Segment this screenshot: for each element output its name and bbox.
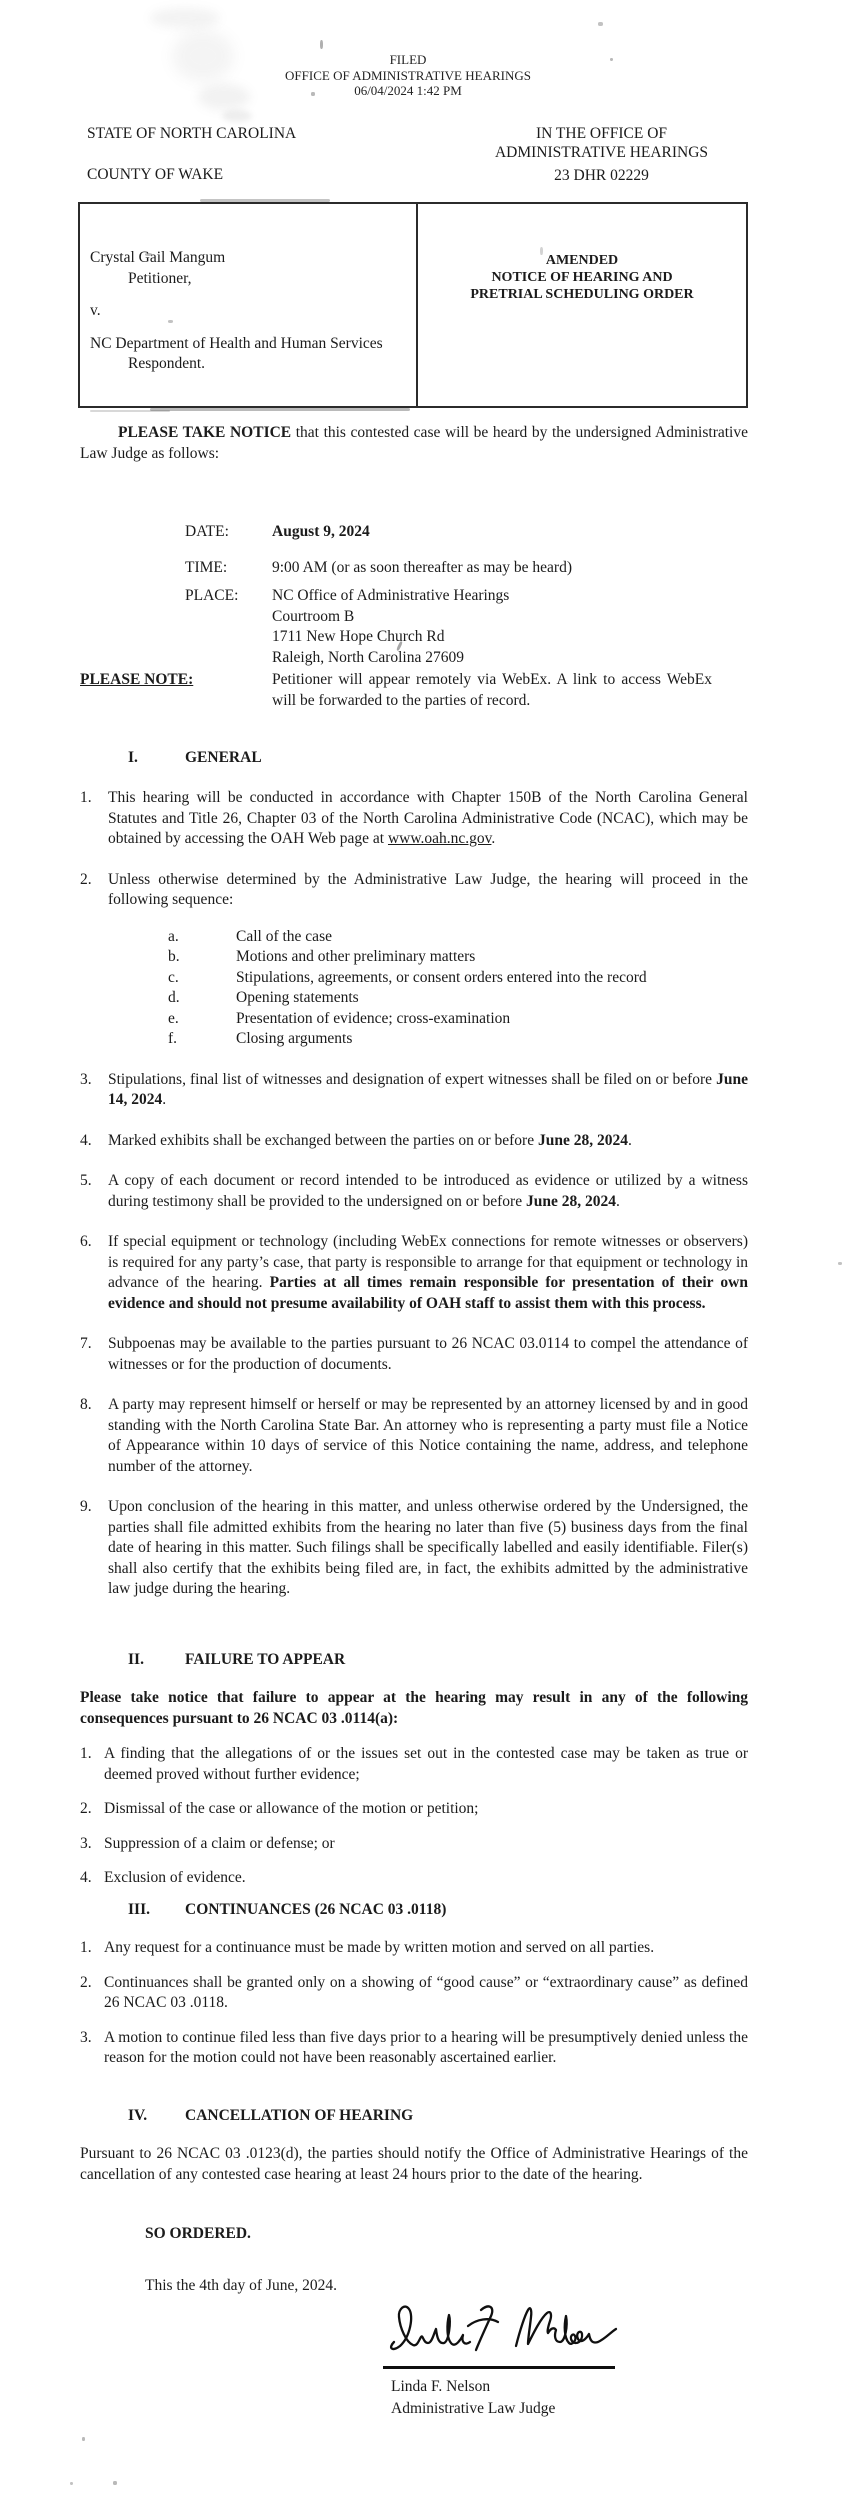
deadline-date: June 28, 2024 <box>525 1192 616 1210</box>
deadline-date: June 14, 2024 <box>108 1070 748 1108</box>
list-item <box>80 1834 748 1855</box>
sublist-item <box>168 968 748 989</box>
scan-smudge <box>172 30 234 82</box>
sublist-item <box>168 947 748 968</box>
sublist-text: Stipulations, agreements, or consent orders entered into the record <box>236 968 647 986</box>
item-text: Subpoenas may be available to the parties pursuant to 26 NCAC 03.0114 to compel the attendance of witnesses or for the production of documents. <box>108 1335 748 1373</box>
item-text <box>108 1131 748 1152</box>
petitioner-role: Petitioner, <box>128 269 192 287</box>
general-list <box>80 788 748 1620</box>
sublist-letter: d. <box>168 989 180 1006</box>
caption-parties <box>80 204 418 406</box>
sublist-text: Closing arguments <box>236 1030 353 1047</box>
item-number: 2. <box>80 870 92 888</box>
item-text-pre: Stipulations, final list of witnesses and designation of expert witnesses shall be filed on or before <box>108 1070 717 1088</box>
office-line2: ADMINISTRATIVE HEARINGS <box>494 144 709 161</box>
item-number: 2. <box>80 1973 92 1991</box>
item-text: Any request for a continuance must be made by written motion and served on all parties. <box>104 1939 655 1956</box>
scan-speck <box>113 2481 117 2485</box>
item-text-pre: This hearing will be conducted in accordance with Chapter 150B of the North Carolina General Statutes and Title 26, Chapter 03 of the North Carolina Administrative Code (NCAC), which may be obtained by accessing the OAH Web page at <box>108 789 748 847</box>
please-note-label: PLEASE NOTE: <box>80 671 194 688</box>
sublist-letter: a. <box>168 927 179 945</box>
list-item <box>80 1334 748 1375</box>
item-text: Upon conclusion of the hearing in this matter, and unless otherwise ordered by the Undersigned, the parties shall file admitted exhibits from the hearing no later than five (5) business days from the final date of hearing in this matter. Such filings shall be specifically labelled and easily identifiable. Filer(s) shall also certify that the exhibits being filed are, in fact, the exhibits admitted by the administrative law judge during the hearing. <box>108 1498 748 1597</box>
item-text: A finding that the allegations of or the issues set out in the contested case may be taken as true or deemed proved without further evidence; <box>104 1745 748 1783</box>
sublist-text: Opening statements <box>236 989 359 1006</box>
list-item <box>80 1744 748 1785</box>
section-numeral: I. <box>128 749 138 766</box>
item-text-pre: If special equipment or technology (including WebEx connections for remote witnesses or observers) is required for any party’s case, that party is responsible to arrange for that equipment or technology in advance of the hearing. <box>108 1233 748 1291</box>
item-number: 7. <box>80 1335 92 1352</box>
filed-stamp-line2: OFFICE OF ADMINISTRATIVE HEARINGS <box>285 67 531 83</box>
office-line1: IN THE OFFICE OF <box>535 125 668 142</box>
petitioner-name: Crystal Gail Mangum <box>90 249 226 266</box>
item-text-post: . <box>627 1131 632 1149</box>
section-title: CONTINUANCES (26 NCAC 03 .0118) <box>185 1901 447 1918</box>
list-item <box>80 1131 748 1152</box>
list-item <box>80 1395 748 1477</box>
notice-paragraph <box>80 423 748 464</box>
scan-smudge <box>222 110 252 122</box>
section-title: CANCELLATION OF HEARING <box>185 2107 414 2124</box>
respondent-name: NC Department of Health and Human Services <box>90 334 383 352</box>
signature-line <box>383 2366 615 2369</box>
sublist-item <box>168 1029 748 1050</box>
section-numeral: III. <box>128 1901 150 1918</box>
list-item <box>80 1973 748 2014</box>
place-value <box>272 586 752 668</box>
date-label: DATE: <box>185 523 229 540</box>
scan-smudge <box>150 8 220 28</box>
scan-speck <box>82 2437 85 2441</box>
document-title-line2: NOTICE OF HEARING AND <box>491 270 673 285</box>
header-right <box>455 124 748 185</box>
signature-handwriting <box>378 2300 628 2362</box>
item-text-pre: A copy of each document or record intended to be introduced as evidence or utilized by a witness during testimony shall be provided to the undersigned on or before <box>108 1172 748 1210</box>
sublist-text: Presentation of evidence; cross-examination <box>236 1009 511 1027</box>
list-item <box>80 1171 748 1212</box>
judge-title: Administrative Law Judge <box>391 2400 556 2417</box>
date-value: August 9, 2024 <box>272 523 370 540</box>
scan-speck <box>598 22 603 26</box>
list-item <box>80 788 748 850</box>
order-date-line: This the 4th day of June, 2024. <box>145 2277 338 2294</box>
sublist-item <box>168 927 748 948</box>
item-text: A party may represent himself or herself or may be represented by an attorney licensed by and in good standing with the North Carolina State Bar. An attorney who is representing a party must file a Notice of Appearance within 10 days of service of this Notice containing the name, address, and telephone number of the attorney. <box>108 1396 748 1475</box>
list-item <box>80 1070 748 1111</box>
item-number: 4. <box>80 1131 92 1149</box>
item-number: 1. <box>80 1939 92 1956</box>
time-value: 9:00 AM (or as soon thereafter as may be heard) <box>272 559 572 576</box>
item-number: 8. <box>80 1396 92 1413</box>
scan-smudge <box>198 84 250 110</box>
list-item <box>80 870 748 911</box>
item-number: 1. <box>80 1745 92 1762</box>
item-text: Exclusion of evidence. <box>104 1869 246 1886</box>
failure-intro: Please take notice that failure to appear at the hearing may result in any of the following consequences pursuant to 26 NCAC 03 .0114(a): <box>80 1689 748 1727</box>
item-number: 1. <box>80 789 92 806</box>
item-number: 4. <box>80 1869 92 1886</box>
list-item <box>80 1938 748 1959</box>
failure-list <box>80 1744 748 1903</box>
place-label: PLACE: <box>185 587 239 604</box>
sublist-letter: b. <box>168 948 180 965</box>
item-number: 2. <box>80 1800 92 1817</box>
section-numeral: II. <box>128 1651 144 1668</box>
list-item <box>80 2028 748 2069</box>
sublist-letter: e. <box>168 1009 179 1027</box>
document-title <box>418 204 746 406</box>
scan-speck <box>838 1262 842 1265</box>
schedule-place-row <box>185 586 752 668</box>
scan-speck <box>320 40 323 49</box>
item-number: 9. <box>80 1498 92 1515</box>
sublist-letter: f. <box>168 1030 178 1047</box>
scan-speck <box>70 2482 73 2485</box>
deadline-date: June 28, 2024 <box>537 1131 628 1149</box>
document-title-line1: AMENDED <box>545 253 619 268</box>
case-number: 23 DHR 02229 <box>554 167 649 184</box>
item-text <box>108 1171 748 1212</box>
section-title: FAILURE TO APPEAR <box>185 1651 346 1668</box>
item-number: 3. <box>80 2028 92 2046</box>
hearing-sequence-sublist <box>168 927 748 1050</box>
filed-stamp <box>248 52 568 99</box>
filed-stamp-line3: 06/04/2024 1:42 PM <box>354 83 462 98</box>
respondent-role: Respondent. <box>128 355 206 372</box>
section-numeral: IV. <box>128 2107 148 2124</box>
list-item <box>80 1232 748 1314</box>
time-label: TIME: <box>185 559 228 576</box>
notice-lead: PLEASE TAKE NOTICE <box>118 424 292 441</box>
list-item <box>80 1868 748 1889</box>
item-text-bold: Parties at all times remain responsible for presentation of their own evidence and should not presume availability of OAH staff to assist them with this process. <box>108 1274 748 1312</box>
sublist-text: Call of the case <box>236 927 332 945</box>
judge-name: Linda F. Nelson <box>391 2378 491 2395</box>
item-text: Suppression of a claim or defense; or <box>104 1834 335 1852</box>
caption-box <box>78 202 748 408</box>
item-text: Continuances shall be granted only on a showing of “good cause” or “extraordinary cause” as defined 26 NCAC 03 .0118. <box>104 1973 748 2011</box>
oah-web-link: www.oah.nc.gov <box>387 830 492 847</box>
item-text-pre: Marked exhibits shall be exchanged between the parties on or before <box>108 1131 538 1149</box>
state-line: STATE OF NORTH CAROLINA <box>87 125 297 142</box>
please-note-text: Petitioner will appear remotely via WebEx. A link to access WebEx will be forwarded to the parties of record. <box>272 671 712 709</box>
item-text <box>108 1232 748 1314</box>
cancellation-paragraph: Pursuant to 26 NCAC 03 .0123(d), the parties should notify the Office of Administrative Hearings of the cancellation of any contested case hearing at least 24 hours prior to the date of the hearing. <box>80 2145 748 2183</box>
list-item <box>80 1799 748 1820</box>
sublist-item <box>168 1009 748 1030</box>
versus: v. <box>90 302 101 319</box>
item-text: A motion to continue filed less than five days prior to a hearing will be presumptively denied unless the reason for the motion could not have been reasonably ascertained earlier. <box>104 2028 748 2066</box>
item-number: 5. <box>80 1172 92 1189</box>
county-line: COUNTY OF WAKE <box>87 166 224 183</box>
item-text-post: . <box>162 1091 167 1108</box>
document-title-line3: PRETRIAL SCHEDULING ORDER <box>470 287 694 302</box>
item-text <box>108 1070 748 1111</box>
item-text: Unless otherwise determined by the Administrative Law Judge, the hearing will proceed in the following sequence: <box>108 870 748 908</box>
sublist-letter: c. <box>168 968 179 986</box>
item-number: 6. <box>80 1233 92 1250</box>
schedule-date-row <box>185 522 752 543</box>
sublist-text: Motions and other preliminary matters <box>236 948 476 965</box>
item-text <box>108 788 748 850</box>
sublist-item <box>168 988 748 1009</box>
place-line: NC Office of Administrative Hearings <box>272 587 510 604</box>
list-item <box>80 1497 748 1600</box>
so-ordered: SO ORDERED. <box>145 2225 251 2242</box>
scan-smudge <box>90 410 170 412</box>
scan-speck <box>610 58 613 61</box>
place-line: Courtroom B <box>272 607 355 625</box>
item-text: Dismissal of the case or allowance of the motion or petition; <box>104 1800 479 1817</box>
filed-stamp-line1: FILED <box>389 52 427 67</box>
item-number: 3. <box>80 1834 92 1852</box>
schedule-time-row <box>185 558 752 579</box>
scan-smudge <box>150 408 410 411</box>
section-title: GENERAL <box>185 749 262 766</box>
continuances-list <box>80 1938 748 2083</box>
place-line: Raleigh, North Carolina 27609 <box>272 648 464 666</box>
notice-rest: that this contested case will be heard by the undersigned Administrative Law Judge as follows: <box>80 424 748 462</box>
item-text-post: . <box>491 830 496 847</box>
item-number: 3. <box>80 1070 92 1088</box>
place-line: 1711 New Hope Church Rd <box>272 628 445 645</box>
item-text-post: . <box>615 1192 620 1210</box>
